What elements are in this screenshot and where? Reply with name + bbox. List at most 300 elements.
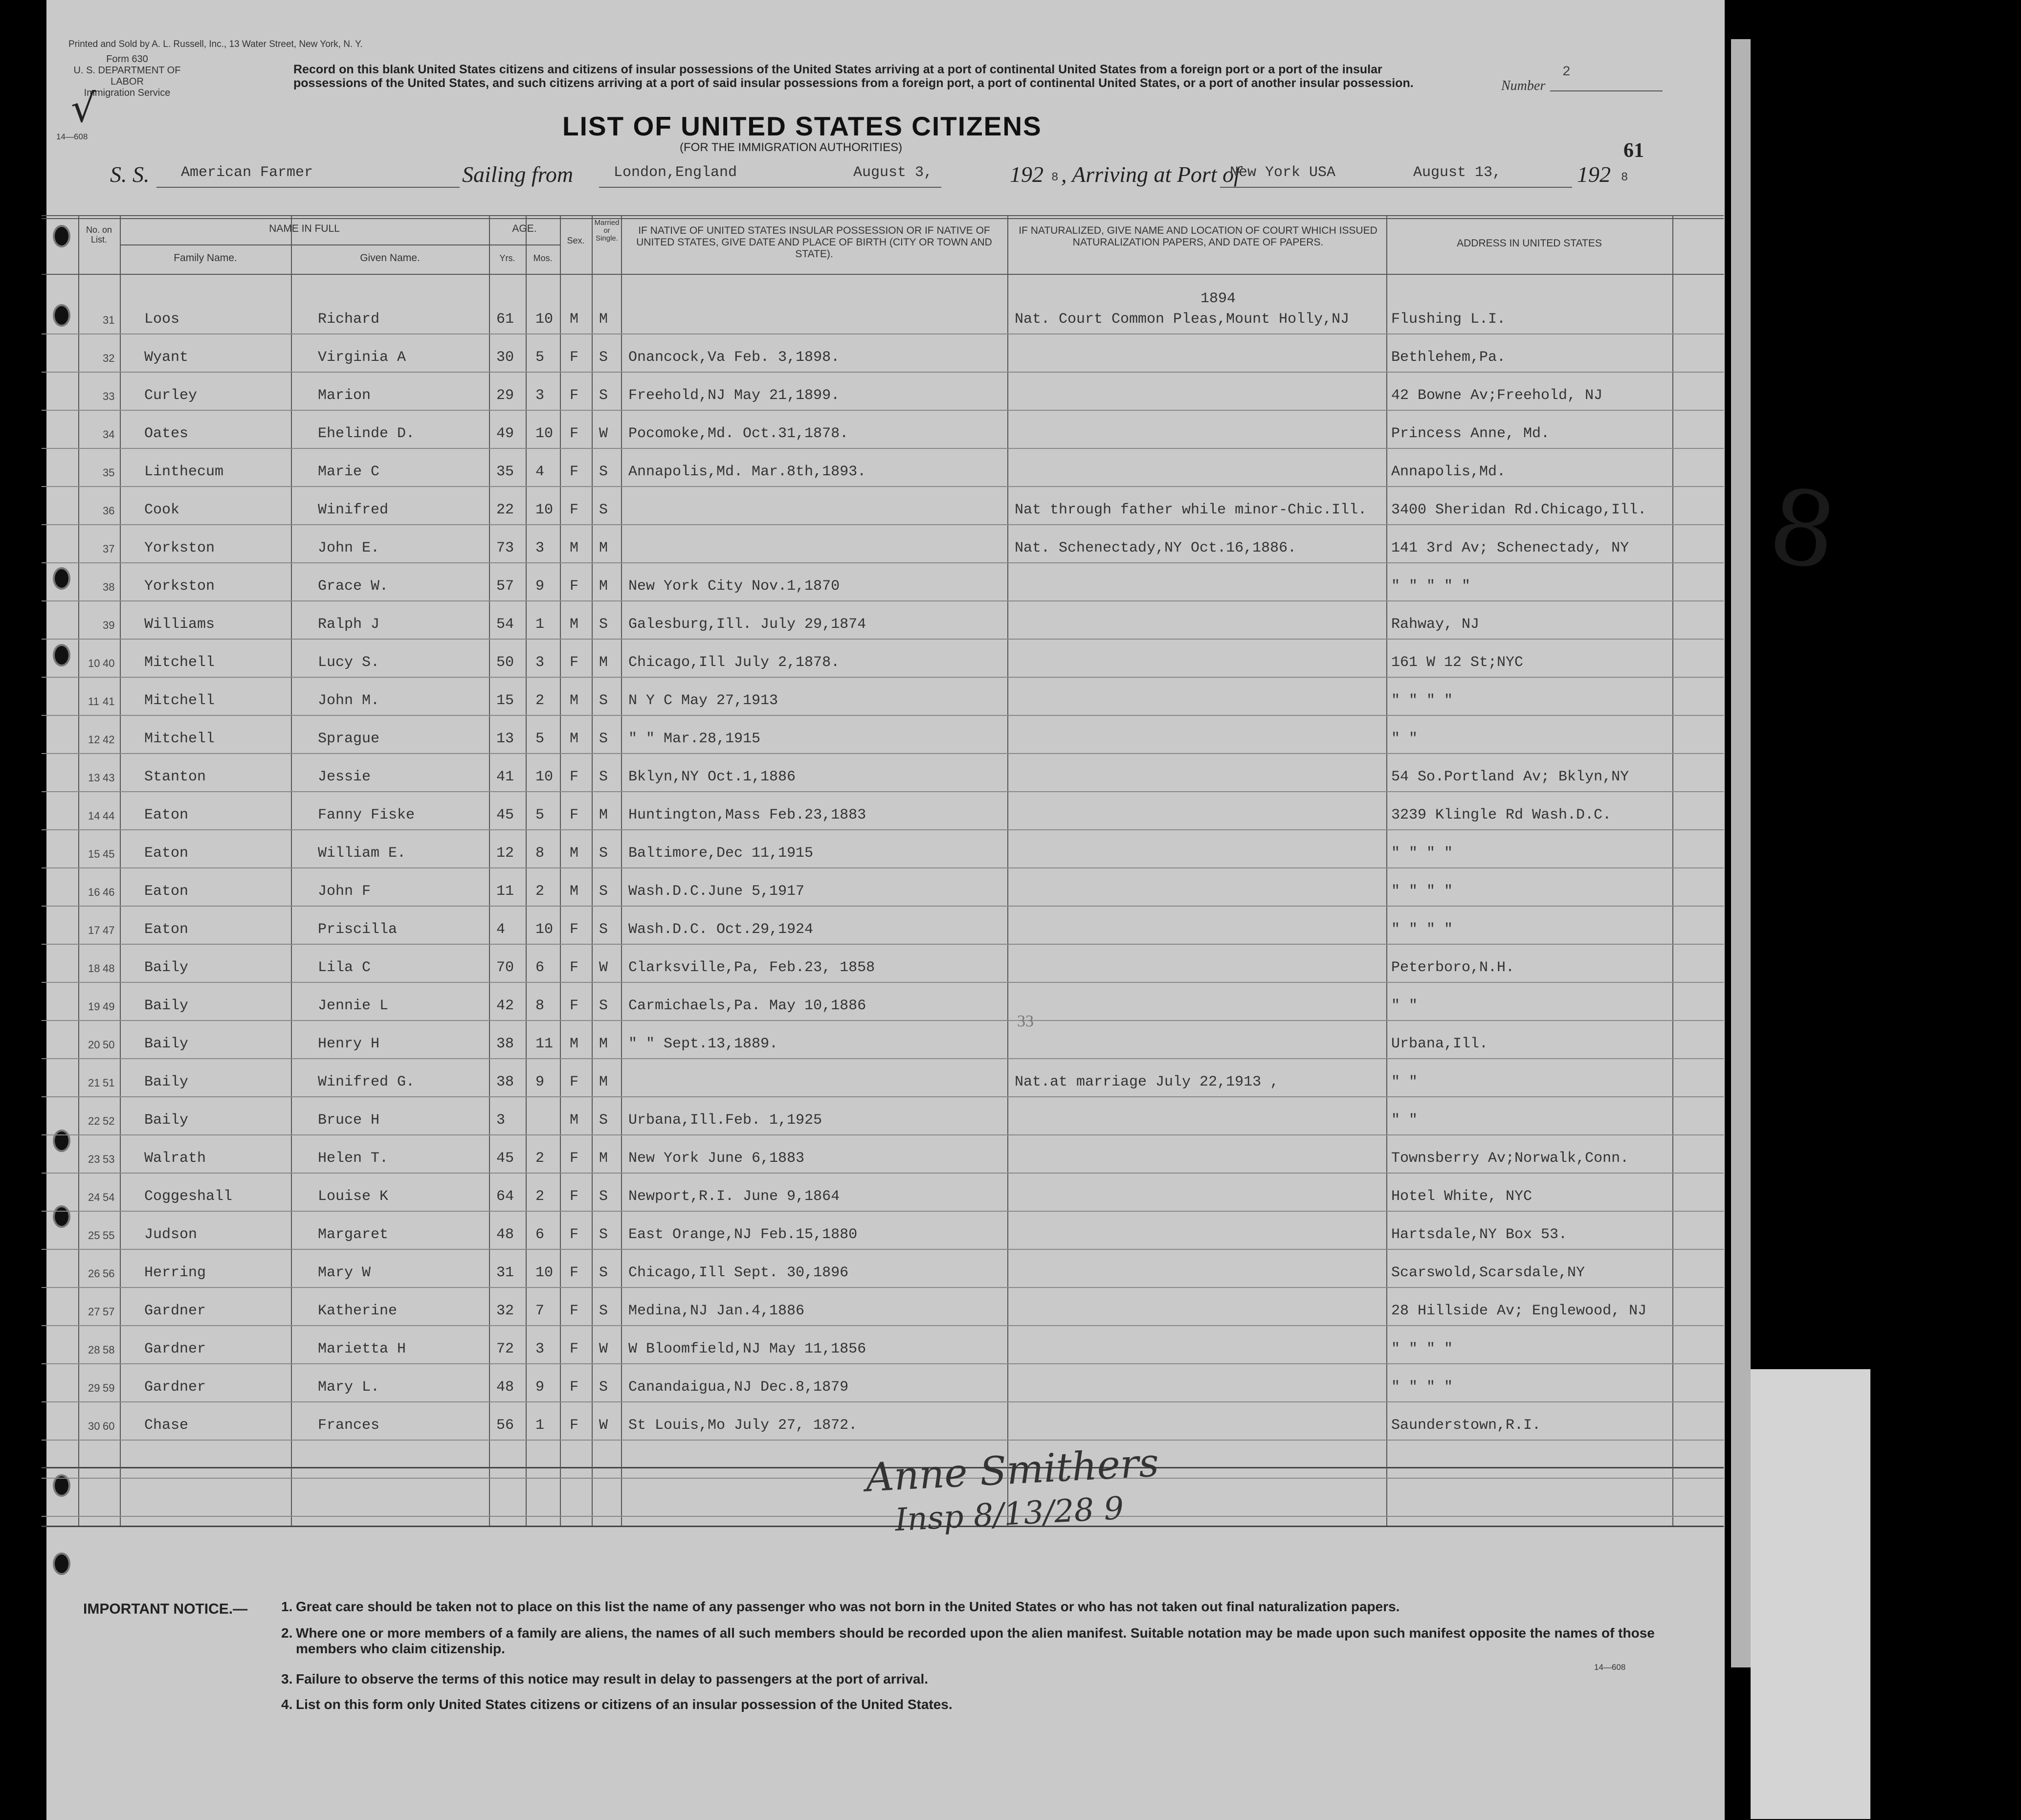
table-top-rule	[42, 215, 1724, 216]
age-months: 5	[535, 731, 545, 747]
address: Scarswold,Scarsdale,NY	[1391, 1265, 1585, 1281]
page-subtitle: (FOR THE IMMIGRATION AUTHORITIES)	[680, 141, 903, 154]
age-years: 48	[496, 1226, 514, 1243]
row-rule	[42, 1134, 1724, 1135]
row-rule	[42, 562, 1724, 563]
notice-text: Great care should be taken not to place on this list the name of any passenger who was not born in the United States or who has not taken out final naturalization papers.	[296, 1599, 1400, 1614]
marital-status: S	[599, 1188, 608, 1205]
row-list-number: 36	[103, 505, 115, 517]
address: " " " "	[1391, 1379, 1453, 1396]
row-rule	[42, 524, 1724, 525]
birth-place-date: East Orange,NJ Feb.15,1880	[628, 1226, 858, 1243]
address: Hartsdale,NY Box 53.	[1391, 1226, 1568, 1243]
sex: M	[570, 692, 579, 709]
given-name: Fanny Fiske	[318, 807, 415, 823]
col-rule	[489, 215, 490, 1526]
given-name: John F	[318, 883, 371, 900]
form-code: 14—608	[56, 132, 88, 141]
address: " "	[1391, 1112, 1418, 1129]
naturalization: Nat.at marriage July 22,1913 ,	[1015, 1074, 1279, 1090]
row-list-number: 57	[103, 1306, 115, 1318]
row-list-number: 32	[103, 352, 115, 364]
row-rule	[42, 1173, 1724, 1174]
address: 28 Hillside Av; Englewood, NJ	[1391, 1303, 1647, 1319]
marital-status: M	[599, 540, 608, 556]
address: Princess Anne, Md.	[1391, 425, 1550, 442]
row-line-number: 22	[88, 1115, 100, 1127]
row-list-number: 41	[103, 695, 115, 708]
row-line-number: 13	[88, 772, 100, 784]
row-line-number: 24	[88, 1191, 100, 1203]
department-name: U. S. DEPARTMENT OF LABOR	[73, 65, 181, 87]
row-line-number: 12	[88, 733, 100, 746]
age-months: 11	[535, 1036, 554, 1052]
row-list-number: 33	[103, 390, 115, 402]
family-name: Coggeshall	[144, 1188, 233, 1205]
number-underline	[1550, 90, 1663, 91]
family-name: Eaton	[144, 845, 189, 862]
row-list-number: 53	[103, 1153, 115, 1165]
row-rule	[42, 448, 1724, 449]
age-months: 2	[535, 1150, 545, 1167]
address: 3239 Klingle Rd Wash.D.C.	[1391, 807, 1612, 823]
family-name: Gardner	[144, 1379, 206, 1396]
arriving-label: , Arriving at Port of	[1061, 162, 1240, 187]
age-months: 9	[535, 1074, 545, 1090]
sex: M	[570, 1112, 579, 1129]
sex: F	[570, 1341, 579, 1357]
naturalization: Nat. Schenectady,NY Oct.16,1886.	[1015, 540, 1297, 556]
sex: F	[570, 1265, 579, 1281]
row-line-number: 21	[88, 1077, 100, 1089]
row-list-number: 43	[103, 772, 115, 784]
arrival-port: New York USA	[1230, 164, 1336, 181]
address: Hotel White, NYC	[1391, 1188, 1532, 1205]
marital-status: S	[599, 731, 608, 747]
marital-status: S	[599, 616, 608, 633]
address: 3400 Sheridan Rd.Chicago,Ill.	[1391, 502, 1647, 518]
row-rule	[42, 677, 1724, 678]
address: " "	[1391, 998, 1418, 1014]
family-name: Gardner	[144, 1341, 206, 1357]
marital-status: S	[599, 883, 608, 900]
age-months: 2	[535, 883, 545, 900]
row-rule	[42, 1516, 1724, 1517]
family-name: Mitchell	[144, 692, 215, 709]
age-years: 49	[496, 425, 514, 442]
col-header-age: AGE.	[512, 223, 537, 234]
age-months: 3	[535, 1341, 545, 1357]
given-name: Ehelinde D.	[318, 425, 415, 442]
row-line-number: 20	[88, 1039, 100, 1051]
row-rule	[42, 639, 1724, 640]
col-rule	[1386, 215, 1387, 1526]
citizen-table	[42, 215, 1724, 1535]
row-line-number: 28	[88, 1344, 100, 1356]
side-mark: 8	[1762, 465, 1844, 594]
row-rule	[42, 1325, 1724, 1326]
marital-status: M	[599, 807, 608, 823]
birth-place-date: " " Mar.28,1915	[628, 731, 761, 747]
address: 42 Bowne Av;Freehold, NJ	[1391, 387, 1603, 404]
age-years: 72	[496, 1341, 514, 1357]
row-line-number: 18	[88, 962, 100, 975]
family-name: Mitchell	[144, 731, 215, 747]
given-name: Ralph J	[318, 616, 380, 633]
col-header-given: Given Name.	[360, 252, 420, 264]
table-top-rule-2	[42, 218, 1724, 219]
row-rule	[42, 600, 1724, 601]
row-line-number: 30	[88, 1420, 100, 1432]
address: Peterboro,N.H.	[1391, 959, 1515, 976]
binder-hole	[53, 1553, 70, 1575]
birth-place-date: Urbana,Ill.Feb. 1,1925	[628, 1112, 822, 1129]
year-digit: 8	[1051, 171, 1059, 184]
sex: F	[570, 1188, 579, 1205]
given-name: John E.	[318, 540, 380, 556]
age-years: 64	[496, 1188, 514, 1205]
marital-status: W	[599, 959, 608, 976]
col-header-married: Married or Single.	[594, 219, 620, 243]
family-name: Wyant	[144, 349, 189, 366]
family-name: Baily	[144, 998, 189, 1014]
page-title: LIST OF UNITED STATES CITIZENS	[562, 111, 1042, 141]
marital-status: S	[599, 1379, 608, 1396]
arrival-date: August 13,	[1413, 164, 1502, 181]
ship-underline	[156, 187, 460, 188]
given-name: Sprague	[318, 731, 380, 747]
birth-place-date: Freehold,NJ May 21,1899.	[628, 387, 840, 404]
row-rule	[42, 867, 1724, 868]
row-rule	[42, 791, 1724, 792]
age-months: 7	[535, 1303, 545, 1319]
age-months: 4	[535, 464, 545, 480]
sex: M	[570, 883, 579, 900]
row-list-number: 45	[103, 848, 115, 860]
marital-status: S	[599, 464, 608, 480]
row-rule	[42, 1058, 1724, 1059]
given-name: Helen T.	[318, 1150, 389, 1167]
family-name: Chase	[144, 1417, 189, 1434]
age-months: 6	[535, 959, 545, 976]
col-header-yrs: Yrs.	[499, 253, 515, 263]
sex: M	[570, 845, 579, 862]
address: " "	[1391, 1074, 1418, 1090]
sex: F	[570, 502, 579, 518]
notice-num: 1.	[281, 1599, 293, 1614]
given-name: Winifred G.	[318, 1074, 415, 1090]
row-list-number: 58	[103, 1344, 115, 1356]
address: " " " "	[1391, 845, 1453, 862]
marital-status: M	[599, 1036, 608, 1052]
age-years: 15	[496, 692, 514, 709]
col-rule	[560, 215, 561, 1526]
col-header-sex: Sex.	[567, 236, 585, 245]
age-years: 45	[496, 807, 514, 823]
notice-text: Where one or more members of a family are aliens, the names of all such members should be recorded upon the alien manifest. Suitable notation may be made upon such manifest opposite the names of those members who claim citizenship.	[296, 1625, 1655, 1656]
row-line-number: 27	[88, 1306, 100, 1318]
col-rule	[1672, 215, 1673, 1526]
age-years: 70	[496, 959, 514, 976]
age-months: 1	[535, 1417, 545, 1434]
row-rule	[42, 753, 1724, 754]
pencil-mark: 33	[1017, 1012, 1034, 1030]
col-rule	[291, 215, 292, 1526]
sex: F	[570, 959, 579, 976]
row-list-number: 39	[103, 619, 115, 631]
given-name: Lucy S.	[318, 654, 380, 671]
address: 141 3rd Av; Schenectady, NY	[1391, 540, 1629, 556]
age-months: 3	[535, 654, 545, 671]
given-name: John M.	[318, 692, 380, 709]
age-years: 30	[496, 349, 514, 366]
sex: F	[570, 349, 579, 366]
marital-status: S	[599, 387, 608, 404]
sail-date: August 3,	[853, 164, 933, 181]
birth-place-date: Pocomoke,Md. Oct.31,1878.	[628, 425, 849, 442]
age-months: 6	[535, 1226, 545, 1243]
sex: F	[570, 387, 579, 404]
row-line-number: 16	[88, 886, 100, 898]
address: Bethlehem,Pa.	[1391, 349, 1506, 366]
family-name: Yorkston	[144, 540, 215, 556]
marital-status: M	[599, 1150, 608, 1167]
address: " " " "	[1391, 883, 1453, 900]
notice-item	[281, 1671, 1714, 1687]
given-name: Lila C	[318, 959, 371, 976]
age-years: 13	[496, 731, 514, 747]
row-list-number: 48	[103, 962, 115, 975]
age-months: 2	[535, 1188, 545, 1205]
row-line-number: 17	[88, 924, 100, 936]
birth-place-date: Galesburg,Ill. July 29,1874	[628, 616, 866, 633]
sex: F	[570, 769, 579, 785]
marital-status: S	[599, 769, 608, 785]
given-name: Mary L.	[318, 1379, 380, 1396]
marital-status: M	[599, 311, 608, 328]
table-end-rule	[42, 1526, 1724, 1527]
notice-form-code: 14—608	[1594, 1663, 1626, 1672]
notice-lead: IMPORTANT NOTICE.—	[83, 1601, 248, 1617]
birth-place-date: Baltimore,Dec 11,1915	[628, 845, 814, 862]
birth-place-date: New York City Nov.1,1870	[628, 578, 840, 595]
sex: F	[570, 1074, 579, 1090]
age-months: 10	[535, 311, 554, 328]
marital-status: M	[599, 578, 608, 595]
marital-status: S	[599, 349, 608, 366]
given-name: William E.	[318, 845, 406, 862]
family-name: Oates	[144, 425, 189, 442]
address: Flushing L.I.	[1391, 311, 1506, 328]
form-number: Form 630	[106, 54, 148, 65]
page-edge	[1731, 39, 1751, 1667]
col-rule	[592, 215, 593, 1526]
sailing-underline	[599, 187, 941, 188]
sailing-from: London,England	[614, 164, 737, 181]
row-list-number: 37	[103, 543, 115, 555]
row-line-number: 10	[88, 657, 100, 669]
marital-status: S	[599, 502, 608, 518]
row-rule	[42, 715, 1724, 716]
birth-place-date: New York June 6,1883	[628, 1150, 805, 1167]
given-name: Henry H	[318, 1036, 380, 1052]
col-header-name: NAME IN FULL	[269, 223, 340, 234]
age-years: 57	[496, 578, 514, 595]
row-list-number: 46	[103, 886, 115, 898]
age-months: 2	[535, 692, 545, 709]
age-months: 5	[535, 807, 545, 823]
row-list-number: 42	[103, 733, 115, 746]
name-subheader-rule	[120, 244, 489, 245]
marital-status: M	[599, 1074, 608, 1090]
family-name: Eaton	[144, 921, 189, 938]
row-rule	[42, 1020, 1724, 1021]
given-name: Katherine	[318, 1303, 398, 1319]
row-list-number: 52	[103, 1115, 115, 1127]
age-years: 73	[496, 540, 514, 556]
marital-status: S	[599, 1226, 608, 1243]
row-list-number: 31	[103, 314, 115, 326]
given-name: Margaret	[318, 1226, 389, 1243]
naturalization: Nat through father while minor-Chic.Ill.	[1015, 502, 1367, 518]
given-name: Louise K	[318, 1188, 389, 1205]
marital-status: W	[599, 1341, 608, 1357]
row-line-number: 14	[88, 810, 100, 822]
age-months: 5	[535, 349, 545, 366]
given-name: Frances	[318, 1417, 380, 1434]
arrival-year-prefix: 192	[1577, 162, 1611, 187]
row-rule	[42, 1401, 1724, 1402]
family-name: Cook	[144, 502, 180, 518]
age-years: 38	[496, 1074, 514, 1090]
notice-item	[281, 1625, 1714, 1657]
family-name: Baily	[144, 959, 189, 976]
row-list-number: 56	[103, 1267, 115, 1280]
family-name: Walrath	[144, 1150, 206, 1167]
family-name: Williams	[144, 616, 215, 633]
notice-item	[281, 1697, 1714, 1712]
age-years: 48	[496, 1379, 514, 1396]
row-rule	[42, 486, 1724, 487]
sex: F	[570, 578, 579, 595]
age-years: 38	[496, 1036, 514, 1052]
age-years: 35	[496, 464, 514, 480]
age-years: 61	[496, 311, 514, 328]
birth-place-date: N Y C May 27,1913	[628, 692, 778, 709]
row-list-number: 50	[103, 1039, 115, 1051]
notice-num: 2.	[281, 1625, 293, 1641]
age-years: 11	[496, 883, 514, 900]
age-months: 10	[535, 1265, 554, 1281]
marital-status: M	[599, 654, 608, 671]
sex: M	[570, 540, 579, 556]
sailing-label: Sailing from	[462, 162, 574, 187]
row-list-number: 51	[103, 1077, 115, 1089]
col-rule	[526, 215, 527, 1526]
given-name: Marietta H	[318, 1341, 406, 1357]
given-name: Priscilla	[318, 921, 398, 938]
age-years: 22	[496, 502, 514, 518]
family-name: Baily	[144, 1036, 189, 1052]
age-years: 54	[496, 616, 514, 633]
row-list-number: 38	[103, 581, 115, 593]
notice-num: 3.	[281, 1671, 293, 1687]
address: " " " " "	[1391, 578, 1471, 595]
marital-status: S	[599, 921, 608, 938]
age-months: 10	[535, 769, 554, 785]
age-years: 3	[496, 1112, 506, 1129]
row-rule	[42, 1249, 1724, 1250]
age-months: 1	[535, 616, 545, 633]
given-name: Bruce H	[318, 1112, 380, 1129]
sex: M	[570, 616, 579, 633]
table-header-rule	[42, 274, 1724, 275]
family-name: Yorkston	[144, 578, 215, 595]
age-years: 42	[496, 998, 514, 1014]
given-name: Richard	[318, 311, 380, 328]
printer-line: Printed and Sold by A. L. Russell, Inc., 13 Water Street, New York, N. Y.	[68, 39, 363, 49]
number-value: 2	[1562, 65, 1571, 80]
row-rule	[42, 333, 1724, 334]
family-name: Judson	[144, 1226, 198, 1243]
col-header-no: No. on List.	[86, 225, 112, 244]
marital-status: W	[599, 1417, 608, 1434]
marital-status: S	[599, 692, 608, 709]
birth-place-date: Huntington,Mass Feb.23,1883	[628, 807, 866, 823]
age-months: 9	[535, 1379, 545, 1396]
row-list-number: 34	[103, 428, 115, 441]
birth-place-date: Medina,NJ Jan.4,1886	[628, 1303, 805, 1319]
sex: M	[570, 1036, 579, 1052]
family-name: Baily	[144, 1112, 189, 1129]
voyage-line	[110, 161, 1650, 196]
row-rule	[42, 944, 1724, 945]
age-years: 56	[496, 1417, 514, 1434]
notice-text: List on this form only United States citizens or citizens of an insular possession of the United States.	[296, 1697, 953, 1712]
family-name: Eaton	[144, 807, 189, 823]
given-name: Jennie L	[318, 998, 389, 1014]
given-name: Marion	[318, 387, 371, 404]
notice-item	[281, 1599, 1714, 1615]
marital-status: S	[599, 845, 608, 862]
col-rule	[120, 215, 121, 1526]
given-name: Virginia A	[318, 349, 406, 366]
birth-place-date: W Bloomfield,NJ May 11,1856	[628, 1341, 866, 1357]
sex: M	[570, 311, 579, 328]
checkmark-annotation: √	[71, 86, 96, 131]
col-header-family: Family Name.	[174, 252, 237, 264]
col-header-naturalized: IF NATURALIZED, GIVE NAME AND LOCATION OF COURT WHICH ISSUED NATURALIZATION PAPERS, AND DATE OF PAPERS.	[1019, 225, 1377, 248]
row-list-number: 35	[103, 466, 115, 479]
address: " " " "	[1391, 1341, 1453, 1357]
ss-label: S. S.	[110, 162, 150, 187]
header-instructions: Record on this blank United States citizens and citizens of insular possessions of the United States arriving at a port of continental United States from a foreign port or a port of the insular possessions of the United States, and such citizens arriving at a port of said insular possessions from a foreign port, a port of continental United States, or a port of another insular possession.	[293, 63, 1414, 90]
address: Townsberry Av;Norwalk,Conn.	[1391, 1150, 1629, 1167]
sex: F	[570, 998, 579, 1014]
row-rule	[42, 1363, 1724, 1364]
family-name: Stanton	[144, 769, 206, 785]
age-years: 50	[496, 654, 514, 671]
birth-place-date: Wash.D.C.June 5,1917	[628, 883, 805, 900]
birth-place-date: St Louis,Mo July 27, 1872.	[628, 1417, 858, 1434]
address: Urbana,Ill.	[1391, 1036, 1488, 1052]
row-list-number: 55	[103, 1229, 115, 1242]
address: " " " "	[1391, 692, 1453, 709]
family-name: Eaton	[144, 883, 189, 900]
birth-place-date: Chicago,Ill July 2,1878.	[628, 654, 840, 671]
given-name: Winifred	[318, 502, 389, 518]
sex: F	[570, 1379, 579, 1396]
